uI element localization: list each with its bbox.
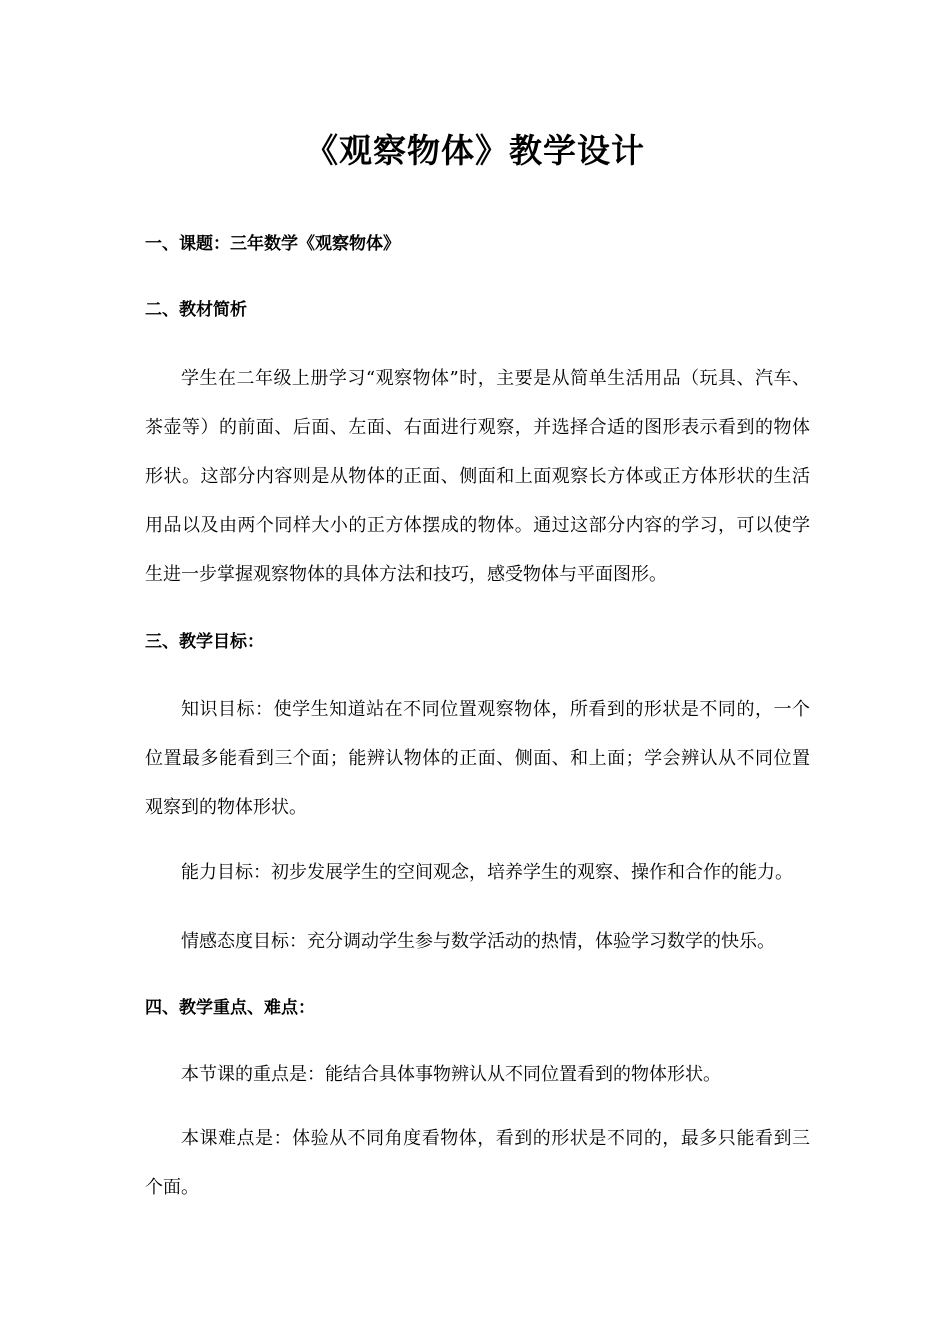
section-heading-teaching-goals: 三、教学目标： <box>145 632 264 652</box>
section-heading-topic: 一、课题：三年数学《观察物体》 <box>145 234 400 254</box>
section-heading-material-analysis: 二、教材简析 <box>145 300 247 320</box>
paragraph-knowledge-goal: 知识目标：使学生知道站在不同位置观察物体，所看到的形状是不同的，一个位置最多能看到三个面；能辨认物体的正面、侧面、和上面；学会辨认从不同位置观察到的物体形状。 <box>145 699 810 818</box>
document-title: 《观察物体》教学设计 <box>305 131 645 170</box>
paragraph-difficult-point: 本课难点是：体验从不同角度看物体，看到的形状是不同的，最多只能看到三个面。 <box>145 1128 810 1198</box>
paragraph-emotion-goal: 情感态度目标：充分调动学生参与数学活动的热情，体验学习数学的快乐。 <box>181 931 775 952</box>
paragraph-ability-goal: 能力目标：初步发展学生的空间观念，培养学生的观察、操作和合作的能力。 <box>181 862 793 883</box>
section-heading-key-points: 四、教学重点、难点： <box>145 998 315 1018</box>
paragraph-key-point: 本节课的重点是：能结合具体事物辨认从不同位置看到的物体形状。 <box>181 1064 721 1085</box>
paragraph-material-analysis: 学生在二年级上册学习“观察物体”时，主要是从简单生活用品（玩具、汽车、茶壶等）的前面、后面、左面、右面进行观察，并选择合适的图形表示看到的物体形状。这部分内容则是从物体的正面、侧面和上面观察长方体或正方体形状的生活用品以及由两个同样大小的正方体摆成的物体。通过这部分内容的学习，可以使学生进一步掌握观察物体的具体方法和技巧，感受物体与平面图形。 <box>145 368 810 585</box>
